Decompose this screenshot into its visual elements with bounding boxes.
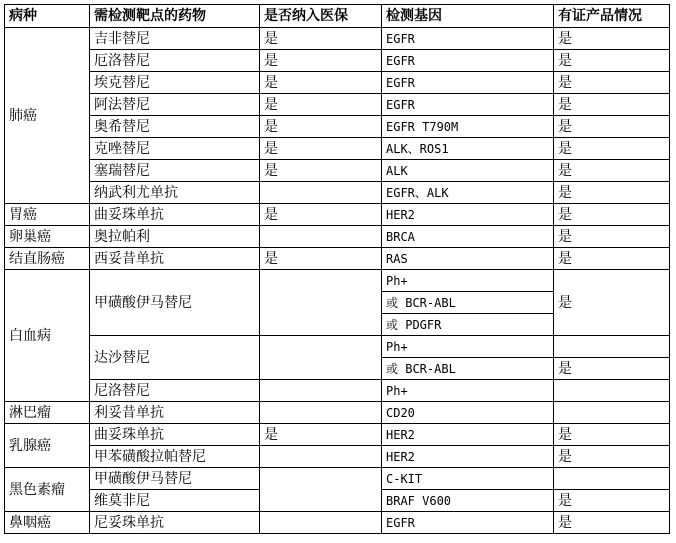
disease-cell-lung: 肺癌 (5, 28, 90, 204)
table-row (5, 50, 670, 72)
insurance-cell (260, 270, 382, 336)
certified-cell: 是 (554, 424, 670, 446)
gene-cell: EGFR (382, 72, 554, 94)
gene-cell: Ph+ (382, 380, 554, 402)
drug-cell: 甲磺酸伊马替尼 (90, 270, 260, 336)
insurance-cell (260, 446, 382, 468)
table-row (5, 226, 670, 248)
gene-cell: HER2 (382, 204, 554, 226)
header-certified: 有证产品情况 (554, 5, 670, 28)
header-gene: 检测基因 (382, 5, 554, 28)
insurance-cell: 是 (260, 160, 382, 182)
certified-cell: 是 (554, 226, 670, 248)
certified-cell (554, 468, 670, 490)
table-row (5, 72, 670, 94)
table-row (5, 270, 670, 292)
insurance-cell (260, 226, 382, 248)
gene-cell: ALK、ROS1 (382, 138, 554, 160)
gene-cell: 或 PDGFR (382, 314, 554, 336)
table-row (5, 204, 670, 226)
table-row (5, 182, 670, 204)
certified-cell: 是 (554, 270, 670, 336)
disease-cell-ovary: 卵巢癌 (5, 226, 90, 248)
certified-cell: 是 (554, 248, 670, 270)
table-row (5, 160, 670, 182)
insurance-cell: 是 (260, 424, 382, 446)
disease-cell-nasopharyngeal: 鼻咽癌 (5, 512, 90, 534)
drug-cell: 西妥昔单抗 (90, 248, 260, 270)
certified-cell (554, 380, 670, 402)
gene-cell: EGFR (382, 94, 554, 116)
insurance-cell: 是 (260, 94, 382, 116)
disease-cell-melanoma: 黑色素瘤 (5, 468, 90, 512)
gene-cell: RAS (382, 248, 554, 270)
table-row (5, 138, 670, 160)
disease-cell-colorectal: 结直肠癌 (5, 248, 90, 270)
insurance-cell: 是 (260, 116, 382, 138)
insurance-cell: 是 (260, 204, 382, 226)
drug-cell: 维莫非尼 (90, 490, 260, 512)
header-insurance: 是否纳入医保 (260, 5, 382, 28)
gene-cell: BRCA (382, 226, 554, 248)
insurance-cell (260, 182, 382, 204)
table-row (5, 336, 670, 358)
header-drug: 需检测靶点的药物 (90, 5, 260, 28)
drug-cell: 甲苯磺酸拉帕替尼 (90, 446, 260, 468)
insurance-cell: 是 (260, 72, 382, 94)
insurance-cell (260, 402, 382, 424)
gene-cell: 或 BCR-ABL (382, 358, 554, 380)
certified-cell: 是 (554, 358, 670, 380)
certified-cell: 是 (554, 116, 670, 138)
gene-cell: EGFR、ALK (382, 182, 554, 204)
certified-cell: 是 (554, 50, 670, 72)
certified-cell (554, 402, 670, 424)
table-row (5, 94, 670, 116)
table-row (5, 28, 670, 50)
drug-target-table (4, 4, 670, 534)
table-row (5, 468, 670, 490)
certified-cell: 是 (554, 182, 670, 204)
gene-cell: EGFR (382, 512, 554, 534)
insurance-cell: 是 (260, 50, 382, 72)
gene-cell: BRAF V600 (382, 490, 554, 512)
certified-cell: 是 (554, 160, 670, 182)
insurance-cell: 是 (260, 28, 382, 50)
disease-cell-lymphoma: 淋巴瘤 (5, 402, 90, 424)
drug-cell: 尼妥珠单抗 (90, 512, 260, 534)
certified-cell: 是 (554, 512, 670, 534)
drug-cell: 尼洛替尼 (90, 380, 260, 402)
drug-cell: 达沙替尼 (90, 336, 260, 380)
insurance-cell (260, 512, 382, 534)
drug-cell: 甲磺酸伊马替尼 (90, 468, 260, 490)
drug-cell: 纳武利尤单抗 (90, 182, 260, 204)
gene-cell: 或 BCR-ABL (382, 292, 554, 314)
table-row (5, 116, 670, 138)
certified-cell: 是 (554, 490, 670, 512)
certified-cell (554, 336, 670, 358)
insurance-cell (260, 468, 382, 512)
header-disease: 病种 (5, 5, 90, 28)
table-row (5, 248, 670, 270)
drug-cell: 克唑替尼 (90, 138, 260, 160)
insurance-cell (260, 336, 382, 380)
table-row (5, 446, 670, 468)
insurance-cell: 是 (260, 248, 382, 270)
gene-cell: ALK (382, 160, 554, 182)
drug-cell: 曲妥珠单抗 (90, 424, 260, 446)
certified-cell: 是 (554, 28, 670, 50)
drug-cell: 塞瑞替尼 (90, 160, 260, 182)
insurance-cell: 是 (260, 138, 382, 160)
table-row (5, 512, 670, 534)
gene-cell: HER2 (382, 446, 554, 468)
disease-cell-breast: 乳腺癌 (5, 424, 90, 468)
table-row (5, 424, 670, 446)
gene-cell: HER2 (382, 424, 554, 446)
drug-cell: 曲妥珠单抗 (90, 204, 260, 226)
gene-cell: CD20 (382, 402, 554, 424)
insurance-cell (260, 380, 382, 402)
disease-cell-stomach: 胃癌 (5, 204, 90, 226)
gene-cell: Ph+ (382, 270, 554, 292)
certified-cell: 是 (554, 204, 670, 226)
table-row (5, 380, 670, 402)
drug-cell: 阿法替尼 (90, 94, 260, 116)
certified-cell: 是 (554, 446, 670, 468)
drug-cell: 埃克替尼 (90, 72, 260, 94)
certified-cell: 是 (554, 94, 670, 116)
drug-cell: 奥拉帕利 (90, 226, 260, 248)
gene-cell: C-KIT (382, 468, 554, 490)
drug-cell: 奥希替尼 (90, 116, 260, 138)
certified-cell: 是 (554, 72, 670, 94)
drug-cell: 厄洛替尼 (90, 50, 260, 72)
gene-cell: EGFR (382, 28, 554, 50)
table-row (5, 402, 670, 424)
gene-cell: EGFR (382, 50, 554, 72)
drug-cell: 利妥昔单抗 (90, 402, 260, 424)
gene-cell: EGFR T790M (382, 116, 554, 138)
gene-cell: Ph+ (382, 336, 554, 358)
drug-table-container (4, 4, 670, 534)
certified-cell: 是 (554, 138, 670, 160)
disease-cell-leukemia: 白血病 (5, 270, 90, 402)
header-row (5, 5, 670, 28)
drug-cell: 吉非替尼 (90, 28, 260, 50)
